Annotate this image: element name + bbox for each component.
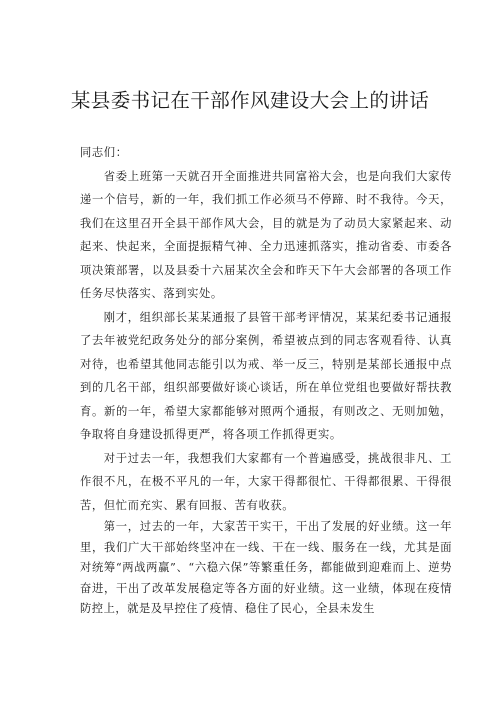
- paragraph-1: 省委上班第一天就召开全面推进共同富裕大会，也是向我们大家传递一个信号，新的一年，我们抓工作必须马不停蹄、时不我待。今天，我们在这里召开全县干部作风大会，目的就是为了动员大家紧起来、动起来、快起来，全面提振精气神、全力迅速抓落实，推动省委、市委各项决策部署，以及县委十六届某次全会和昨天下午大会部署的各项工作任务尽快落实、落到实处。: [80, 169, 452, 300]
- document-body: [80, 141, 452, 620]
- document-title: 某县委书记在干部作风建设大会上的讲话: [70, 89, 430, 112]
- paragraph-4: 第一，过去的一年，大家苦干实干，干出了发展的好业绩。这一年里，我们广大干部始终坚冲在一线、干在一线、服务在一线，尤其是面对统筹“两战两赢”、“六稳六保”等繁重任务，都能做到迎难而上、逆势奋进，干出了改革发展稳定等各方面的好业绩。这一业绩，体现在疫情防控上，就是及早控住了疫情、稳住了民心，全县未发生: [80, 520, 452, 616]
- paragraph-3: 对于过去一年，我想我们大家都有一个普遍感受，挑战很非凡、工作很不凡，在极不平凡的一年，大家干得都很忙、干得都很累、干得很苦，但忙而充实、累有回报、苦有收获。: [80, 451, 452, 512]
- salutation: 同志们：: [80, 146, 128, 159]
- paragraph-2: 刚才，组织部长某某通报了县管干部考评情况，某某纪委书记通报了去年被党纪政务处分的部分案例，希望被点到的同志客观看待、认真对待，也希望其他同志能引以为戒、举一反三，特别是某部长通报中点到的几名干部，组织部要做好谈心谈话，所在单位党组也要做好帮扶教育。新的一年，希望大家都能够对照两个通报，有则改之、无则加勉，争取将自身建设抓得更严，将各项工作抓得更实。: [80, 310, 452, 441]
